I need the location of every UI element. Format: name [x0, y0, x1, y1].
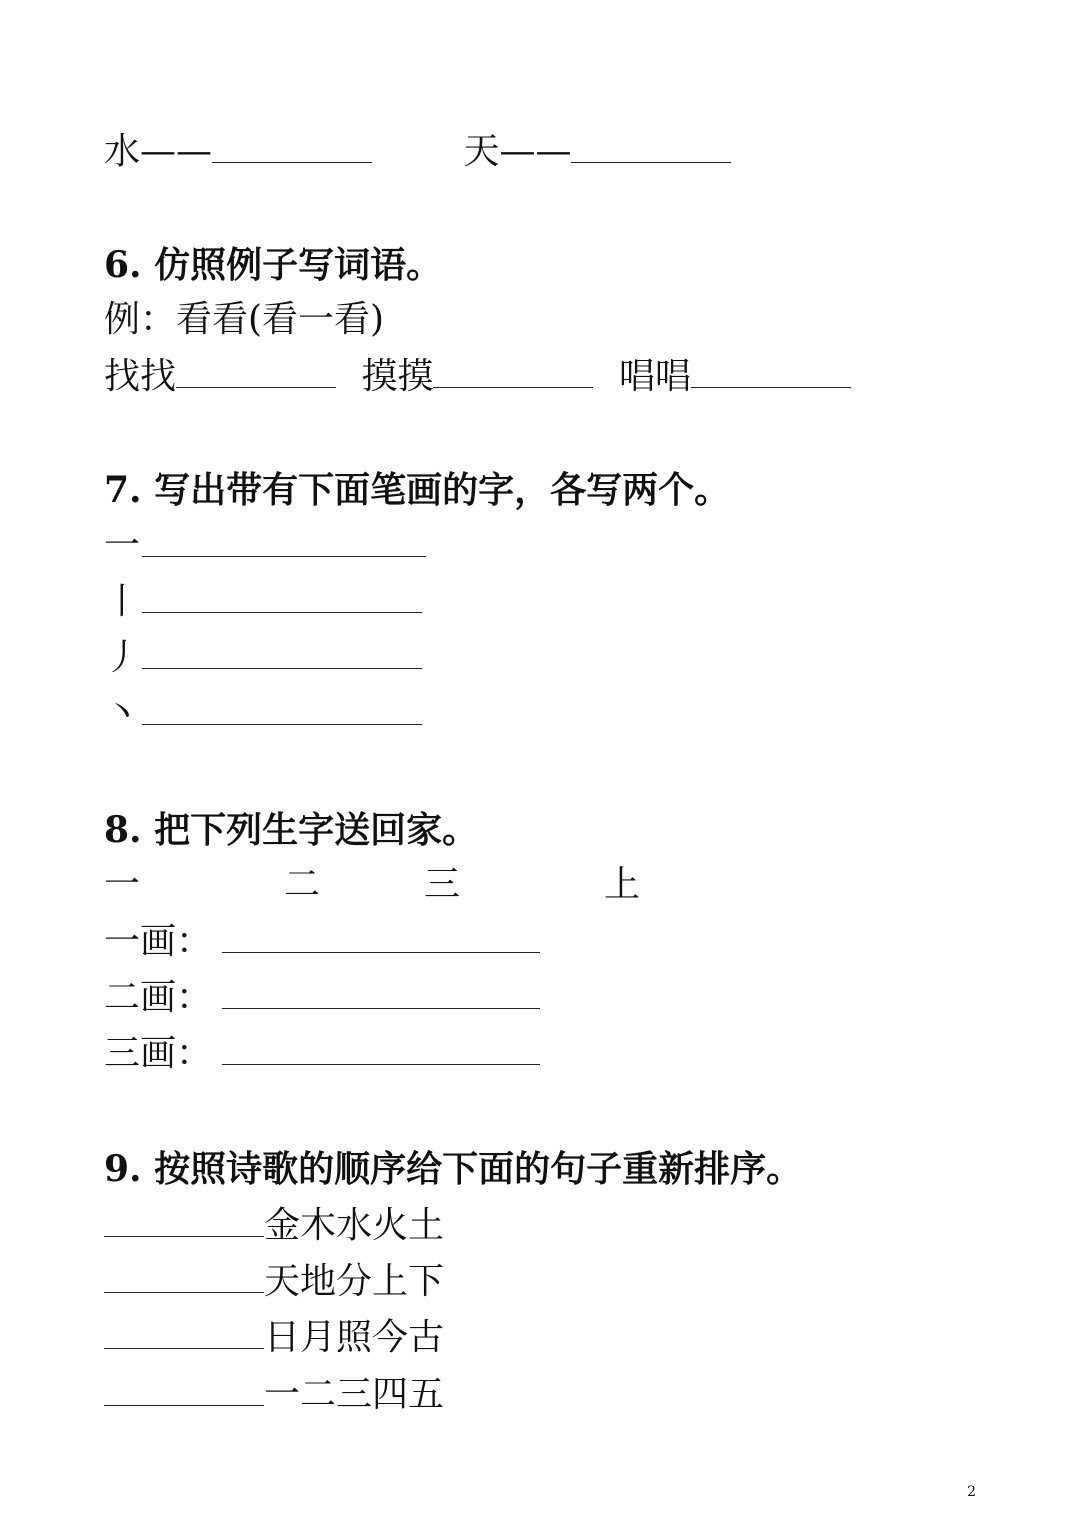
q7-stroke-1: 一 [104, 525, 141, 566]
q8-row-3 [104, 1032, 540, 1076]
q8-row-3-blank[interactable] [222, 1056, 540, 1065]
q9-row-3 [104, 1316, 444, 1360]
q8-char-4: 上 [604, 864, 641, 905]
q7-blank-4[interactable] [142, 716, 422, 725]
q6-item-3: 唱唱 [618, 356, 691, 397]
q9-row-1 [104, 1204, 444, 1248]
q9-row-3-blank[interactable] [104, 1340, 264, 1349]
q8-row-2-label: 二画： [104, 977, 213, 1018]
q8-char-2: 二 [284, 864, 321, 905]
q7-heading: 7. 写出带有下面笔画的字，各写两个。 [104, 469, 731, 511]
q8-chars-row [104, 863, 140, 907]
page-number: 2 [967, 1484, 976, 1500]
q9-line-1: 金木水火土 [264, 1205, 445, 1246]
q7-row-1 [104, 524, 426, 568]
q6-item-1: 找找 [104, 356, 177, 397]
q8-char-1: 一 [104, 864, 141, 905]
q7-blank-2[interactable] [142, 604, 422, 613]
q6-item-3-blank[interactable] [691, 379, 851, 388]
q7-blank-1[interactable] [142, 548, 426, 557]
q8-row-1-blank[interactable] [222, 944, 540, 953]
q5-item-2-blank[interactable] [571, 154, 731, 163]
q7-row-2 [104, 580, 422, 624]
q8-row-2-blank[interactable] [222, 1000, 540, 1009]
q8-row-2 [104, 976, 540, 1020]
q5-item-1-blank[interactable] [212, 154, 372, 163]
q6-item-1-blank[interactable] [176, 379, 336, 388]
q6-item-2-blank[interactable] [433, 379, 593, 388]
q5-row [104, 130, 731, 174]
q7-stroke-4: 丶 [104, 693, 141, 734]
q6-item-2: 摸摸 [361, 356, 434, 397]
q7-stroke-2: 丨 [104, 581, 141, 622]
q7-blank-3[interactable] [142, 660, 422, 669]
q8-row-1-label: 一画： [104, 921, 213, 962]
q9-line-3: 日月照今古 [264, 1317, 445, 1358]
q5-item-2-char: 天—— [463, 131, 572, 172]
q7-stroke-3: 丿 [104, 637, 141, 678]
q6-items-row [104, 355, 851, 399]
q8-row-1 [104, 920, 540, 964]
q9-row-2-blank[interactable] [104, 1284, 264, 1293]
q8-heading: 8. 把下列生字送回家。 [104, 809, 479, 851]
q9-line-2: 天地分上下 [264, 1261, 445, 1302]
q7-row-3 [104, 636, 422, 680]
q9-row-4 [104, 1373, 444, 1417]
q5-item-1-char: 水—— [104, 131, 213, 172]
q9-heading: 9. 按照诗歌的顺序给下面的句子重新排序。 [104, 1148, 803, 1190]
q9-row-1-blank[interactable] [104, 1228, 264, 1237]
q6-heading: 6. 仿照例子写词语。 [104, 244, 443, 286]
q7-row-4 [104, 692, 422, 736]
q9-line-4: 一二三四五 [264, 1374, 445, 1415]
q6-example: 例：看看(看一看) [104, 299, 385, 340]
q8-row-3-label: 三画： [104, 1033, 213, 1074]
q9-row-4-blank[interactable] [104, 1397, 264, 1406]
q8-char-3: 三 [424, 864, 461, 905]
q9-row-2 [104, 1260, 444, 1304]
